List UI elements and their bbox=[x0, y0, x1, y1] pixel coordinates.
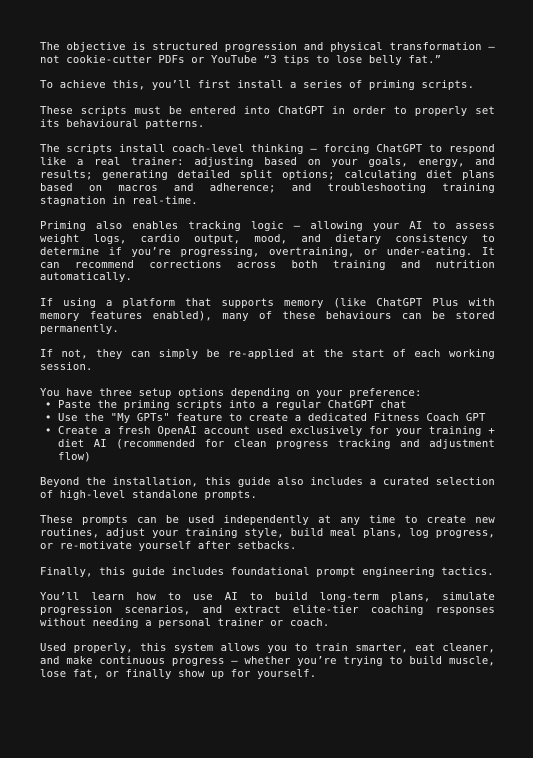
paragraph-prompt-engineering: Finally, this guide includes foundational prompt engineering tactics. bbox=[40, 565, 494, 578]
paragraph-scripts-entry: These scripts must be entered into ChatGPT in order to properly set its behavioural patterns. bbox=[40, 104, 495, 130]
list-item-text: Paste the priming scripts into a regular ChatGPT chat bbox=[58, 399, 407, 412]
list-item bbox=[40, 399, 495, 412]
paragraph-objective: The objective is structured progression and physical transformation — not cookie-cutter PDFs or YouTube “3 tips to lose belly fat.” bbox=[40, 41, 495, 66]
bullet-icon: • bbox=[45, 424, 52, 437]
setup-options-intro: You have three setup options depending on your preference: bbox=[40, 386, 422, 399]
bullet-icon: • bbox=[45, 399, 52, 412]
paragraph-achieve: To achieve this, you’ll first install a series of priming scripts. bbox=[40, 79, 475, 92]
document-page bbox=[40, 41, 495, 694]
list-item bbox=[40, 425, 495, 463]
paragraph-prompt-uses: These prompts can be used independently at any time to create new routines, adjust your training style, build meal plans, log progress, or re-motivate yourself after setbacks. bbox=[40, 514, 495, 553]
paragraph-standalone-prompts: Beyond the installation, this guide also includes a curated selection of high-level standalone prompts. bbox=[40, 476, 495, 501]
paragraph-tracking-logic: Priming also enables tracking logic — allowing your AI to assess weight logs, cardio output, mood, and dietary consistency to determine if you’re progressing, overtraining, or under-eating. It can recommend corrections across both training and nutrition automatically. bbox=[40, 220, 495, 284]
list-item-text: Use the "My GPTs" feature to create a dedicated Fitness Coach GPT bbox=[58, 412, 486, 425]
paragraph-used-properly: Used properly, this system allows you to train smarter, eat cleaner, and make continuous progress — whether you’re trying to build muscle, lose fat, or finally show up for yourself. bbox=[40, 642, 495, 681]
paragraph-reapply: If not, they can simply be re-applied at the start of each working session. bbox=[40, 348, 495, 373]
list-item bbox=[40, 412, 495, 425]
paragraph-memory: If using a platform that supports memory (like ChatGPT Plus with memory features enabled), many of these behaviours can be stored permanently. bbox=[40, 296, 495, 335]
paragraph-coach-thinking: The scripts install coach-level thinking — forcing ChatGPT to respond like a real trainer: adjusting based on your goals, energy, and results; generating detailed split options; calculating diet plans based on macros and adherence; and troubleshooting training stagnation in real-time. bbox=[40, 143, 495, 207]
list-item-text: Create a fresh OpenAI account used exclusively for your training + diet AI (recommended for clean progress tracking and adjustment flow) bbox=[58, 424, 495, 463]
paragraph-long-term-plans: You’ll learn how to use AI to build long-term plans, simulate progression scenarios, and extract elite-tier coaching responses without needing a personal trainer or coach. bbox=[40, 591, 495, 629]
setup-options-list bbox=[40, 399, 495, 463]
bullet-icon: • bbox=[45, 412, 52, 425]
